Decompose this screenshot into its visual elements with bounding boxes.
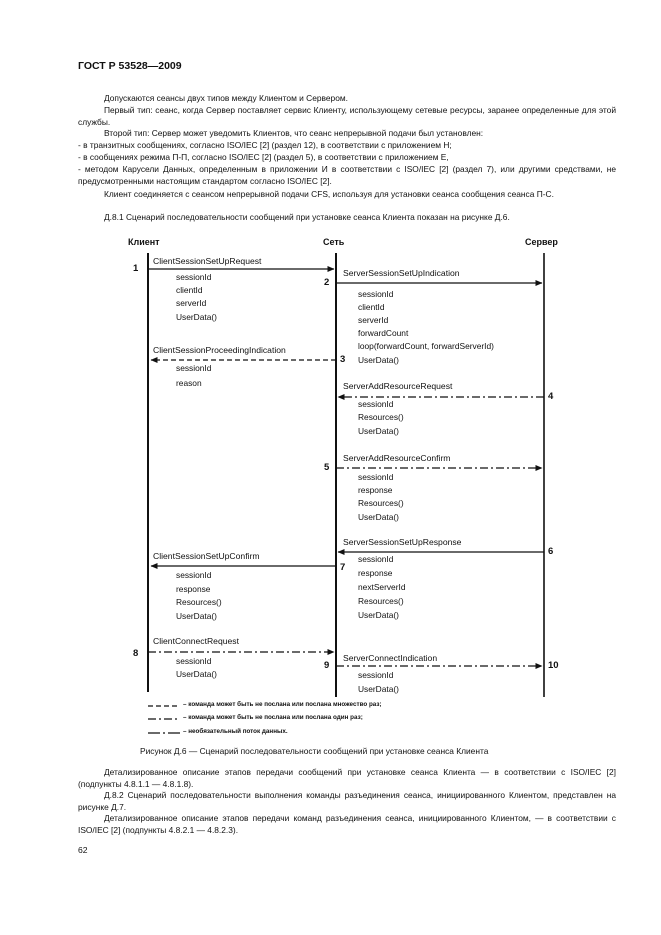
message-param: Resources() xyxy=(358,498,404,508)
message-name: ClientConnectRequest xyxy=(153,636,239,646)
message-name: ClientSessionProceedingIndication xyxy=(153,345,286,355)
paragraph: Д.8.2 Сценарий последовательности выполнения команды разъединения сеанса, инициированного Клиентом, представлен на рисунке Д.7. xyxy=(78,790,616,812)
message-name: ClientSessionSetUpConfirm xyxy=(153,551,260,561)
message-param: loop(forwardCount, forwardServerId) xyxy=(358,341,494,351)
message-param: UserData() xyxy=(176,669,217,679)
message-param: clientId xyxy=(176,285,203,295)
message-param: serverId xyxy=(176,298,207,308)
message-param: Resources() xyxy=(358,596,404,606)
message-param: serverId xyxy=(358,315,389,325)
message-number: 3 xyxy=(340,354,346,365)
message-param: reason xyxy=(176,378,202,388)
legend-item: – необязательный поток данных. xyxy=(183,728,288,735)
paragraph: Первый тип: сеанс, когда Сервер поставляет сервис Клиенту, использующему сетевые ресурсы, заранее определенные для этой службы. xyxy=(78,105,616,127)
lane-title-client: Клиент xyxy=(128,237,160,247)
message-param: UserData() xyxy=(358,610,399,620)
lane-title-network: Сеть xyxy=(323,237,345,247)
paragraph: Детализированное описание этапов передачи сообщений при установке сеанса Клиента — в соответствии с ISO/IEC [2] (подпункты 4.8.1.1 — 4.8.1.8). xyxy=(78,767,616,789)
message-number: 1 xyxy=(133,263,139,274)
paragraph: Второй тип: Сервер может уведомить Клиентов, что сеанс непрерывной подачи был установлен: xyxy=(104,128,484,138)
message-param: clientId xyxy=(358,302,385,312)
document-header: ГОСТ Р 53528—2009 xyxy=(78,60,182,72)
message-param: UserData() xyxy=(358,512,399,522)
paragraph: Клиент соединяется с сеансом непрерывной подачи CFS, используя для установки сеанса сообщения сеанса П-С. xyxy=(104,189,554,199)
legend-item: – команда может быть не послана или послана один раз; xyxy=(183,714,363,721)
message-param: sessionId xyxy=(176,363,212,373)
message-param: response xyxy=(358,485,393,495)
message-param: UserData() xyxy=(176,312,217,322)
message-param: sessionId xyxy=(358,399,394,409)
message-param: sessionId xyxy=(358,670,394,680)
message-number: 9 xyxy=(324,660,330,671)
message-param: Resources() xyxy=(176,597,222,607)
message-param: sessionId xyxy=(176,656,212,666)
message-name: ClientSessionSetUpRequest xyxy=(153,256,262,266)
message-param: UserData() xyxy=(358,355,399,365)
paragraph: Допускаются сеансы двух типов между Клиентом и Сервером. xyxy=(104,93,348,103)
figure-caption: Рисунок Д.6 — Сценарий последовательности сообщений при установке сеанса Клиента xyxy=(140,746,489,756)
list-item: - методом Карусели Данных, определенным в приложении И в соответствии с ISO/IEC [2] (раздел 7), или другими средствами, не предусмотренными настоящим стандартом согласно ISO/IEC [2]. xyxy=(78,164,616,186)
page-number: 62 xyxy=(78,845,88,855)
paragraph: Детализированное описание этапов передачи команд разъединения сеанса, инициированного Клиентом, — в соответствии с ISO/IEC [2] (подпункты 4.8.2.1 — 4.8.2.3). xyxy=(78,813,616,835)
message-param: response xyxy=(358,568,393,578)
message-number: 5 xyxy=(324,462,330,473)
message-number: 10 xyxy=(548,660,559,671)
message-name: ServerConnectIndication xyxy=(343,653,438,663)
message-param: sessionId xyxy=(176,570,212,580)
paragraph: Д.8.1 Сценарий последовательности сообщений при установке сеанса Клиента показан на рисунке Д.6. xyxy=(104,212,510,222)
message-param: Resources() xyxy=(358,412,404,422)
message-param: UserData() xyxy=(358,684,399,694)
list-item: - в транзитных сообщениях, согласно ISO/IEC [2] (раздел 12), в соответствии с приложением Н; xyxy=(78,140,452,150)
message-name: ServerSessionSetUpResponse xyxy=(343,537,462,547)
message-param: forwardCount xyxy=(358,328,409,338)
message-name: ServerSessionSetUpIndication xyxy=(343,268,460,278)
message-number: 6 xyxy=(548,546,554,557)
message-param: sessionId xyxy=(176,272,212,282)
message-number: 7 xyxy=(340,562,346,573)
list-item: - в сообщениях режима П-П, согласно ISO/IEC [2] (раздел 5), в соответствии с приложением Е, xyxy=(78,152,449,162)
message-name: ServerAddResourceConfirm xyxy=(343,453,451,463)
message-param: UserData() xyxy=(358,426,399,436)
message-number: 8 xyxy=(133,648,139,659)
message-param: sessionId xyxy=(358,554,394,564)
legend-item: – команда может быть не послана или послана множество раз; xyxy=(183,701,382,708)
lane-title-server: Сервер xyxy=(525,237,558,247)
message-param: sessionId xyxy=(358,472,394,482)
message-param: sessionId xyxy=(358,289,394,299)
message-number: 4 xyxy=(548,391,554,402)
message-name: ServerAddResourceRequest xyxy=(343,381,453,391)
message-param: UserData() xyxy=(176,611,217,621)
message-param: nextServerId xyxy=(358,582,406,592)
message-param: response xyxy=(176,584,211,594)
message-number: 2 xyxy=(324,277,330,288)
